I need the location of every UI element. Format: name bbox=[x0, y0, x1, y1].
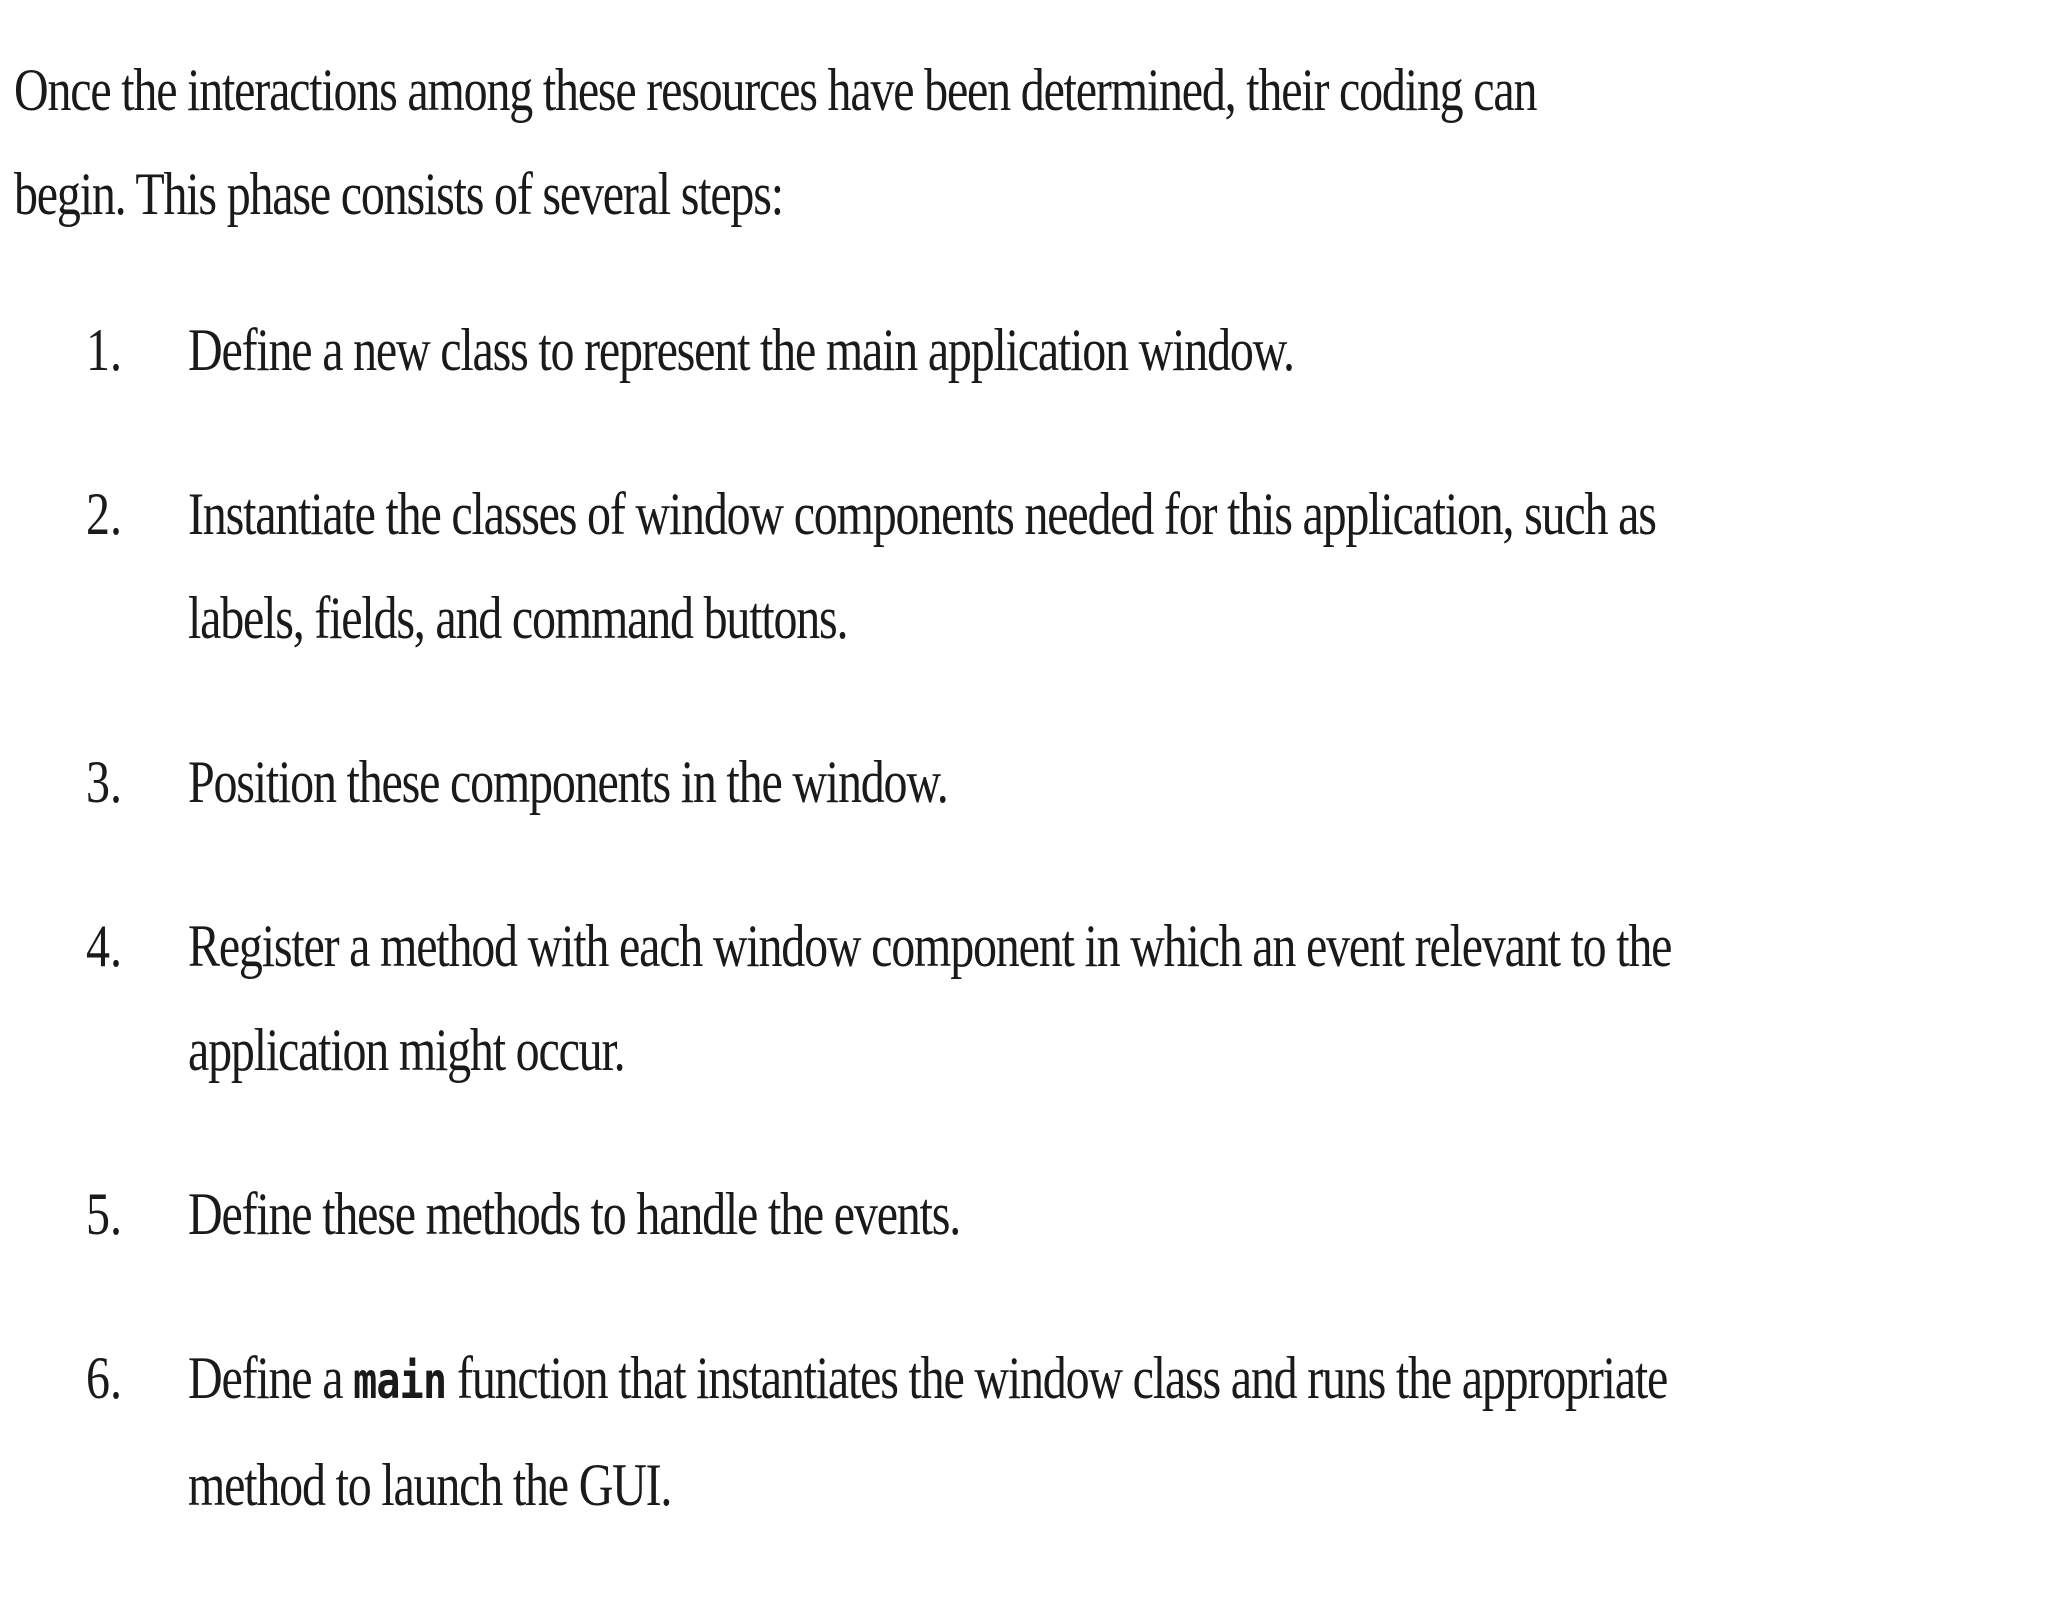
list-item-step-4 bbox=[14, 894, 2034, 1102]
step-text bbox=[188, 894, 2028, 1102]
step-text bbox=[188, 1326, 2028, 1537]
list-item-step-2 bbox=[14, 462, 2034, 670]
intro-line-2: begin. This phase consists of several steps: bbox=[14, 161, 783, 227]
list-item-step-3 bbox=[14, 730, 2034, 834]
step-line-before-code: Define a bbox=[188, 1345, 354, 1411]
step-line-after-code: function that instantiates the window class and runs the appropriate bbox=[446, 1345, 1668, 1411]
step-line: labels, fields, and command buttons. bbox=[188, 585, 848, 651]
list-item-step-1 bbox=[14, 298, 2034, 402]
step-line: Position these components in the window. bbox=[188, 749, 948, 815]
step-line: method to launch the GUI. bbox=[188, 1452, 672, 1518]
step-number: 4. bbox=[86, 913, 122, 979]
step-text bbox=[188, 298, 2028, 402]
step-line: Define a new class to represent the main application window. bbox=[188, 317, 1294, 383]
intro-line-1: Once the interactions among these resources have been determined, their coding can bbox=[14, 57, 1537, 123]
list-item-step-6 bbox=[14, 1326, 2034, 1537]
steps-list bbox=[14, 298, 2034, 1537]
step-text bbox=[188, 1162, 2028, 1266]
step-number: 3. bbox=[86, 749, 122, 815]
list-item-step-5 bbox=[14, 1162, 2034, 1266]
step-line: Instantiate the classes of window components needed for this application, such as bbox=[188, 481, 1656, 547]
intro-paragraph bbox=[14, 38, 1934, 246]
step-number: 5. bbox=[86, 1181, 122, 1247]
step-number: 2. bbox=[86, 481, 122, 547]
step-line: Define these methods to handle the events. bbox=[188, 1181, 961, 1247]
document-page bbox=[14, 38, 2034, 1597]
step-line: Register a method with each window component in which an event relevant to the bbox=[188, 913, 1672, 979]
step-line: application might occur. bbox=[188, 1017, 625, 1083]
inline-code-main: main bbox=[353, 1352, 447, 1410]
step-number: 6. bbox=[86, 1345, 122, 1411]
step-text bbox=[188, 730, 2028, 834]
step-number: 1. bbox=[86, 317, 122, 383]
step-text bbox=[188, 462, 2028, 670]
